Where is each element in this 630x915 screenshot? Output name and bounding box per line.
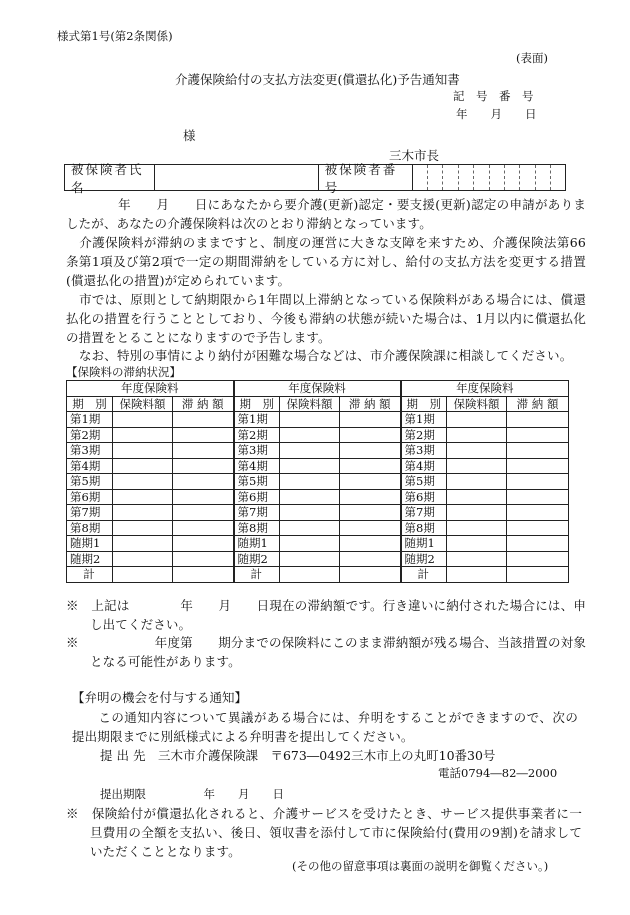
period-row — [67, 520, 569, 536]
notice-paragraph-2: 介護保険料が滞納のままですと、制度の運営に大きな支障を来すため、介護保険法第66条第1項及び第2項で一定の期間滞納をしている方に対し、給付の支払方法を変更する措置(償還払化の措置)が定められています。 — [66, 235, 586, 288]
period-label: 第4期 — [67, 458, 113, 474]
notice-paragraph-1: 年 月 日にあなたから要介護(更新)認定・要支援(更新)認定の申請がありましたが、あなたの介護保険料は次のとおり滞納となっています。 — [66, 197, 586, 231]
arrears-cell[interactable] — [173, 567, 234, 583]
insured-name-field[interactable] — [155, 165, 319, 190]
period-column-header: 期 別 — [67, 396, 113, 412]
arrears-cell[interactable] — [507, 458, 569, 474]
period-label: 第3期 — [67, 443, 113, 459]
insured-number-digit[interactable] — [459, 165, 474, 190]
period-label: 随期1 — [401, 536, 447, 552]
period-label: 第2期 — [401, 427, 447, 443]
phone-number: 電話0794―82―2000 — [438, 766, 558, 780]
insured-name-label: 被保険者氏名 — [65, 165, 155, 190]
insured-number-digit[interactable] — [520, 165, 535, 190]
period-row — [67, 489, 569, 505]
arrears-cell[interactable] — [173, 427, 234, 443]
arrears-cell[interactable] — [173, 474, 234, 490]
year-header-row — [67, 381, 569, 397]
arrears-cell[interactable] — [340, 412, 401, 428]
period-row — [67, 412, 569, 428]
notice-paragraph-4: なお、特別の事情により納付が困難な場合などは、市介護保険課に相談してください。 — [79, 348, 573, 363]
arrears-cell[interactable] — [507, 427, 569, 443]
period-label: 随期1 — [234, 536, 280, 552]
arrears-table — [66, 380, 569, 583]
arrears-heading: 【保険料の滞納状況】 — [66, 365, 181, 379]
year-header: 年度保険料 — [234, 381, 401, 397]
period-label: 第5期 — [401, 474, 447, 490]
amount-cell[interactable] — [113, 567, 173, 583]
arrears-cell[interactable] — [507, 505, 569, 521]
arrears-cell[interactable] — [507, 443, 569, 459]
insured-number-digit[interactable] — [413, 165, 428, 190]
note-measure-target: ※ 年度第 期分までの保険料にこのまま滞納額が残る場合、当該措置の対象となる可能性があります。 — [66, 635, 586, 669]
amount-cell[interactable] — [447, 567, 507, 583]
period-label: 第7期 — [401, 505, 447, 521]
arrears-cell[interactable] — [340, 474, 401, 490]
sender-name: 三木市長 — [389, 148, 440, 163]
document-number-label: 記 号 番 号 — [453, 89, 534, 103]
submission-destination: 提 出 先 三木市介護保険課 〒673―0492三木市上の丸町10番30号 — [100, 748, 496, 763]
period-label: 第6期 — [401, 489, 447, 505]
arrears-cell[interactable] — [340, 443, 401, 459]
insured-number-digit[interactable] — [551, 165, 565, 190]
arrears-column-header: 滞 納 額 — [340, 396, 401, 412]
arrears-cell[interactable] — [507, 567, 569, 583]
period-label: 第4期 — [234, 458, 280, 474]
arrears-cell[interactable] — [173, 551, 234, 567]
hearing-body: この通知内容について異議がある場合には、弁明をすることができますので、次の提出期限までに別紙様式による弁明書を提出してください。 — [72, 710, 578, 744]
amount-cell[interactable] — [113, 474, 173, 490]
amount-cell[interactable] — [447, 458, 507, 474]
period-row — [67, 474, 569, 490]
insured-number-digit[interactable] — [505, 165, 520, 190]
period-label: 第5期 — [234, 474, 280, 490]
arrears-cell[interactable] — [173, 505, 234, 521]
amount-cell[interactable] — [280, 489, 340, 505]
period-label: 第3期 — [234, 443, 280, 459]
arrears-cell[interactable] — [340, 489, 401, 505]
year-header: 年度保険料 — [401, 381, 569, 397]
note-current-amount: ※ 上記は 年 月 日現在の滞納額です。行き違いに納付された場合には、申し出てください。 — [66, 598, 586, 632]
arrears-cell[interactable] — [340, 520, 401, 536]
period-row — [67, 536, 569, 552]
period-label: 随期2 — [234, 551, 280, 567]
amount-cell[interactable] — [280, 551, 340, 567]
arrears-cell[interactable] — [507, 551, 569, 567]
amount-cell[interactable] — [447, 427, 507, 443]
arrears-cell[interactable] — [340, 427, 401, 443]
amount-column-header: 保険料額 — [447, 396, 507, 412]
insured-number-digit[interactable] — [490, 165, 505, 190]
amount-cell[interactable] — [113, 536, 173, 552]
amount-cell[interactable] — [447, 474, 507, 490]
period-label: 第2期 — [67, 427, 113, 443]
period-label: 第4期 — [401, 458, 447, 474]
amount-cell[interactable] — [447, 536, 507, 552]
arrears-cell[interactable] — [173, 536, 234, 552]
period-label: 第8期 — [234, 520, 280, 536]
amount-cell[interactable] — [113, 443, 173, 459]
period-label: 第6期 — [67, 489, 113, 505]
insured-number-label: 被保険者番号 — [319, 165, 413, 190]
arrears-cell[interactable] — [340, 536, 401, 552]
period-label: 第5期 — [67, 474, 113, 490]
document-title: 介護保険給付の支払方法変更(償還払化)予告通知書 — [175, 72, 460, 87]
arrears-cell[interactable] — [340, 551, 401, 567]
final-note: ※ 保険給付が償還払化されると、介護サービスを受けたとき、サービス提供事業者に一旦費用の全額を支払い、後日、領収書を添付して市に保険給付(費用の9割)を請求していただくこととなります。 — [66, 806, 582, 859]
amount-cell[interactable] — [280, 412, 340, 428]
insured-number-digit[interactable] — [474, 165, 489, 190]
amount-cell[interactable] — [447, 489, 507, 505]
amount-cell[interactable] — [447, 505, 507, 521]
arrears-column-header: 滞 納 額 — [507, 396, 569, 412]
period-column-header: 期 別 — [401, 396, 447, 412]
column-header-row — [67, 396, 569, 412]
amount-cell[interactable] — [113, 520, 173, 536]
submission-deadline: 提出期限 年 月 日 — [100, 787, 284, 801]
amount-cell[interactable] — [447, 551, 507, 567]
amount-column-header: 保険料額 — [280, 396, 340, 412]
notice-paragraph-3: 市では、原則として納期限から1年間以上滞納となっている保険料がある場合には、償還払化の措置を行うこととしており、今後も滞納の状態が続いた場合は、1月以内に償還払化の措置をとることになりますので予告します。 — [66, 292, 586, 345]
period-row — [67, 551, 569, 567]
total-label: 計 — [67, 567, 113, 583]
period-label: 随期1 — [67, 536, 113, 552]
arrears-cell[interactable] — [173, 443, 234, 459]
amount-cell[interactable] — [447, 520, 507, 536]
amount-cell[interactable] — [280, 427, 340, 443]
amount-cell[interactable] — [113, 458, 173, 474]
arrears-cell[interactable] — [173, 489, 234, 505]
arrears-column-header: 滞 納 額 — [173, 396, 234, 412]
amount-cell[interactable] — [113, 427, 173, 443]
period-label: 第7期 — [234, 505, 280, 521]
insured-number-digit[interactable] — [443, 165, 458, 190]
amount-column-header: 保険料額 — [113, 396, 173, 412]
addressee-suffix: 様 — [183, 128, 196, 143]
amount-cell[interactable] — [280, 458, 340, 474]
insured-number-digit[interactable] — [428, 165, 443, 190]
period-label: 第8期 — [401, 520, 447, 536]
arrears-cell[interactable] — [507, 474, 569, 490]
period-label: 随期2 — [67, 551, 113, 567]
back-side-reference: (その他の留意事項は裏面の説明を御覧ください。) — [292, 859, 549, 873]
form-number: 様式第1号(第2条関係) — [57, 29, 173, 43]
period-label: 第3期 — [401, 443, 447, 459]
amount-cell[interactable] — [113, 551, 173, 567]
insured-number-digit[interactable] — [536, 165, 551, 190]
amount-cell[interactable] — [280, 474, 340, 490]
arrears-cell[interactable] — [173, 458, 234, 474]
amount-cell[interactable] — [113, 505, 173, 521]
arrears-cell[interactable] — [507, 536, 569, 552]
hearing-heading: 【弁明の機会を付与する通知】 — [72, 690, 248, 705]
period-column-header: 期 別 — [234, 396, 280, 412]
arrears-cell[interactable] — [173, 520, 234, 536]
period-label: 第7期 — [67, 505, 113, 521]
arrears-cell[interactable] — [507, 412, 569, 428]
total-label: 計 — [234, 567, 280, 583]
arrears-cell[interactable] — [173, 412, 234, 428]
insured-info-table — [64, 161, 566, 195]
amount-cell[interactable] — [280, 443, 340, 459]
period-label: 第1期 — [401, 412, 447, 428]
period-label: 第1期 — [67, 412, 113, 428]
period-row — [67, 443, 569, 459]
period-row — [67, 458, 569, 474]
amount-cell[interactable] — [280, 567, 340, 583]
period-label: 随期2 — [401, 551, 447, 567]
amount-cell[interactable] — [280, 505, 340, 521]
year-header: 年度保険料 — [67, 381, 234, 397]
arrears-cell[interactable] — [340, 458, 401, 474]
amount-cell[interactable] — [280, 536, 340, 552]
period-row — [67, 427, 569, 443]
total-row — [67, 567, 569, 583]
period-label: 第6期 — [234, 489, 280, 505]
arrears-cell[interactable] — [507, 489, 569, 505]
period-label: 第8期 — [67, 520, 113, 536]
arrears-cell[interactable] — [340, 567, 401, 583]
page-side-label: (表面) — [516, 51, 548, 65]
amount-cell[interactable] — [447, 412, 507, 428]
amount-cell[interactable] — [280, 520, 340, 536]
document-date-label: 年 月 日 — [456, 107, 537, 121]
amount-cell[interactable] — [113, 489, 173, 505]
period-row — [67, 505, 569, 521]
amount-cell[interactable] — [113, 412, 173, 428]
amount-cell[interactable] — [447, 443, 507, 459]
total-label: 計 — [401, 567, 447, 583]
period-label: 第2期 — [234, 427, 280, 443]
arrears-cell[interactable] — [507, 520, 569, 536]
period-label: 第1期 — [234, 412, 280, 428]
arrears-cell[interactable] — [340, 505, 401, 521]
